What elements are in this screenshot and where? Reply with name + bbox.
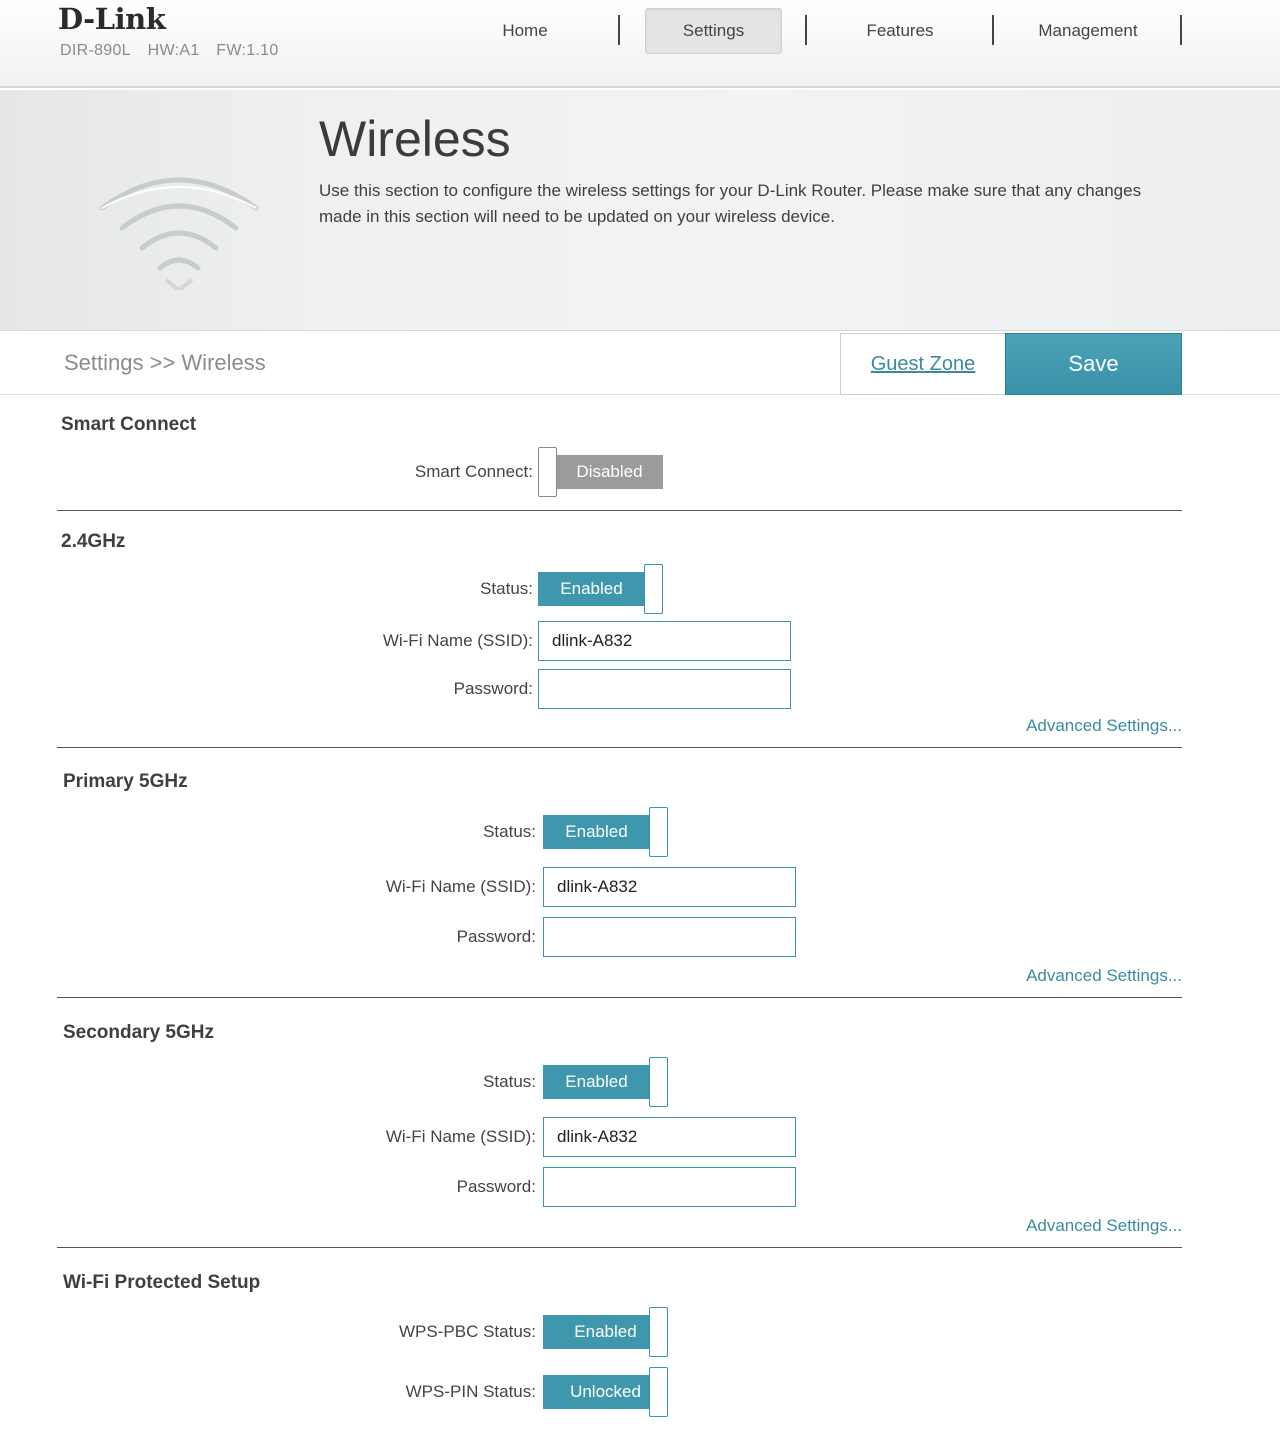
toggle-knob[interactable] (649, 807, 668, 857)
band-24ghz-status-toggle[interactable] (538, 564, 663, 614)
nav-separator (992, 15, 994, 45)
wifi-signal-icon (96, 170, 262, 290)
band-5ghz-primary-status-toggle[interactable] (543, 807, 668, 857)
status-label: Status: (480, 579, 533, 598)
band-5ghz-primary-ssid-input[interactable] (543, 867, 796, 907)
toggle-knob[interactable] (649, 1307, 668, 1357)
smart-connect-label: Smart Connect: (414, 462, 533, 481)
ssid-label: Wi-Fi Name (SSID): (382, 631, 533, 650)
nav-management[interactable]: Management (1038, 21, 1138, 40)
band-5ghz-secondary-title: Secondary 5GHz (63, 1022, 214, 1043)
device-info (60, 42, 291, 60)
band-24ghz-title: 2.4GHz (61, 531, 126, 552)
password-label: Password: (456, 1177, 536, 1196)
band-5ghz-primary-advanced-settings-link[interactable]: Advanced Settings... (1026, 966, 1182, 985)
nav-home[interactable]: Home (502, 21, 548, 40)
toggle-state: Disabled (556, 455, 663, 489)
section-divider (57, 510, 1182, 511)
wps-title: Wi-Fi Protected Setup (63, 1272, 261, 1293)
wps-pbc-toggle[interactable] (543, 1307, 668, 1357)
band-5ghz-secondary-status-toggle[interactable] (543, 1057, 668, 1107)
band-24ghz-ssid-input[interactable] (538, 621, 791, 661)
band-5ghz-secondary-advanced-settings-link[interactable]: Advanced Settings... (1026, 1216, 1182, 1235)
band-5ghz-secondary-ssid-input[interactable] (543, 1117, 796, 1157)
section-divider (57, 747, 1182, 748)
page-description: Use this section to configure the wireless settings for your D-Link Router. Please make sure that any changes made in this section will need to be updated on your wireless device. (319, 181, 1142, 226)
smart-connect-title: Smart Connect (61, 414, 197, 435)
save-button[interactable]: Save (1005, 333, 1182, 395)
section-divider (57, 997, 1182, 998)
toggle-knob[interactable] (649, 1057, 668, 1107)
wps-pbc-label: WPS-PBC Status: (399, 1322, 536, 1341)
top-header (0, 0, 1280, 88)
toggle-state: Enabled (543, 815, 650, 849)
toggle-knob[interactable] (538, 447, 557, 497)
breadcrumb: Settings >> Wireless (64, 350, 266, 375)
firmware-version: FW:1.10 (216, 42, 279, 59)
status-label: Status: (483, 822, 536, 841)
dlink-logo: D-Link (58, 2, 166, 36)
password-label: Password: (453, 679, 533, 698)
nav-features[interactable]: Features (866, 21, 934, 40)
nav-separator (618, 15, 620, 45)
page-banner (0, 90, 1280, 331)
wps-pin-label: WPS-PIN Status: (405, 1382, 536, 1401)
section-divider (57, 1247, 1182, 1248)
ssid-label: Wi-Fi Name (SSID): (385, 877, 536, 896)
band-5ghz-secondary-password-input[interactable] (543, 1167, 796, 1207)
nav-separator (1180, 15, 1182, 45)
smart-connect-toggle[interactable] (538, 447, 663, 497)
wps-pin-toggle[interactable] (543, 1367, 668, 1417)
band-5ghz-primary-password-input[interactable] (543, 917, 796, 957)
ssid-label: Wi-Fi Name (SSID): (385, 1127, 536, 1146)
page-title: Wireless (319, 111, 511, 167)
hardware-version: HW:A1 (147, 42, 200, 59)
breadcrumb-bar (0, 332, 1280, 395)
guest-zone-link[interactable]: Guest Zone (840, 333, 1005, 395)
toggle-state: Enabled (543, 1065, 650, 1099)
nav-settings[interactable]: Settings (645, 8, 782, 54)
toggle-state: Unlocked (543, 1375, 650, 1409)
status-label: Status: (483, 1072, 536, 1091)
band-24ghz-password-input[interactable] (538, 669, 791, 709)
band-24ghz-advanced-settings-link[interactable]: Advanced Settings... (1026, 716, 1182, 735)
model-name: DIR-890L (60, 42, 131, 59)
band-5ghz-primary-title: Primary 5GHz (63, 771, 188, 792)
toggle-state: Enabled (538, 572, 645, 606)
toggle-knob[interactable] (644, 564, 663, 614)
password-label: Password: (456, 927, 536, 946)
toggle-state: Enabled (543, 1315, 650, 1349)
toggle-knob[interactable] (649, 1367, 668, 1417)
